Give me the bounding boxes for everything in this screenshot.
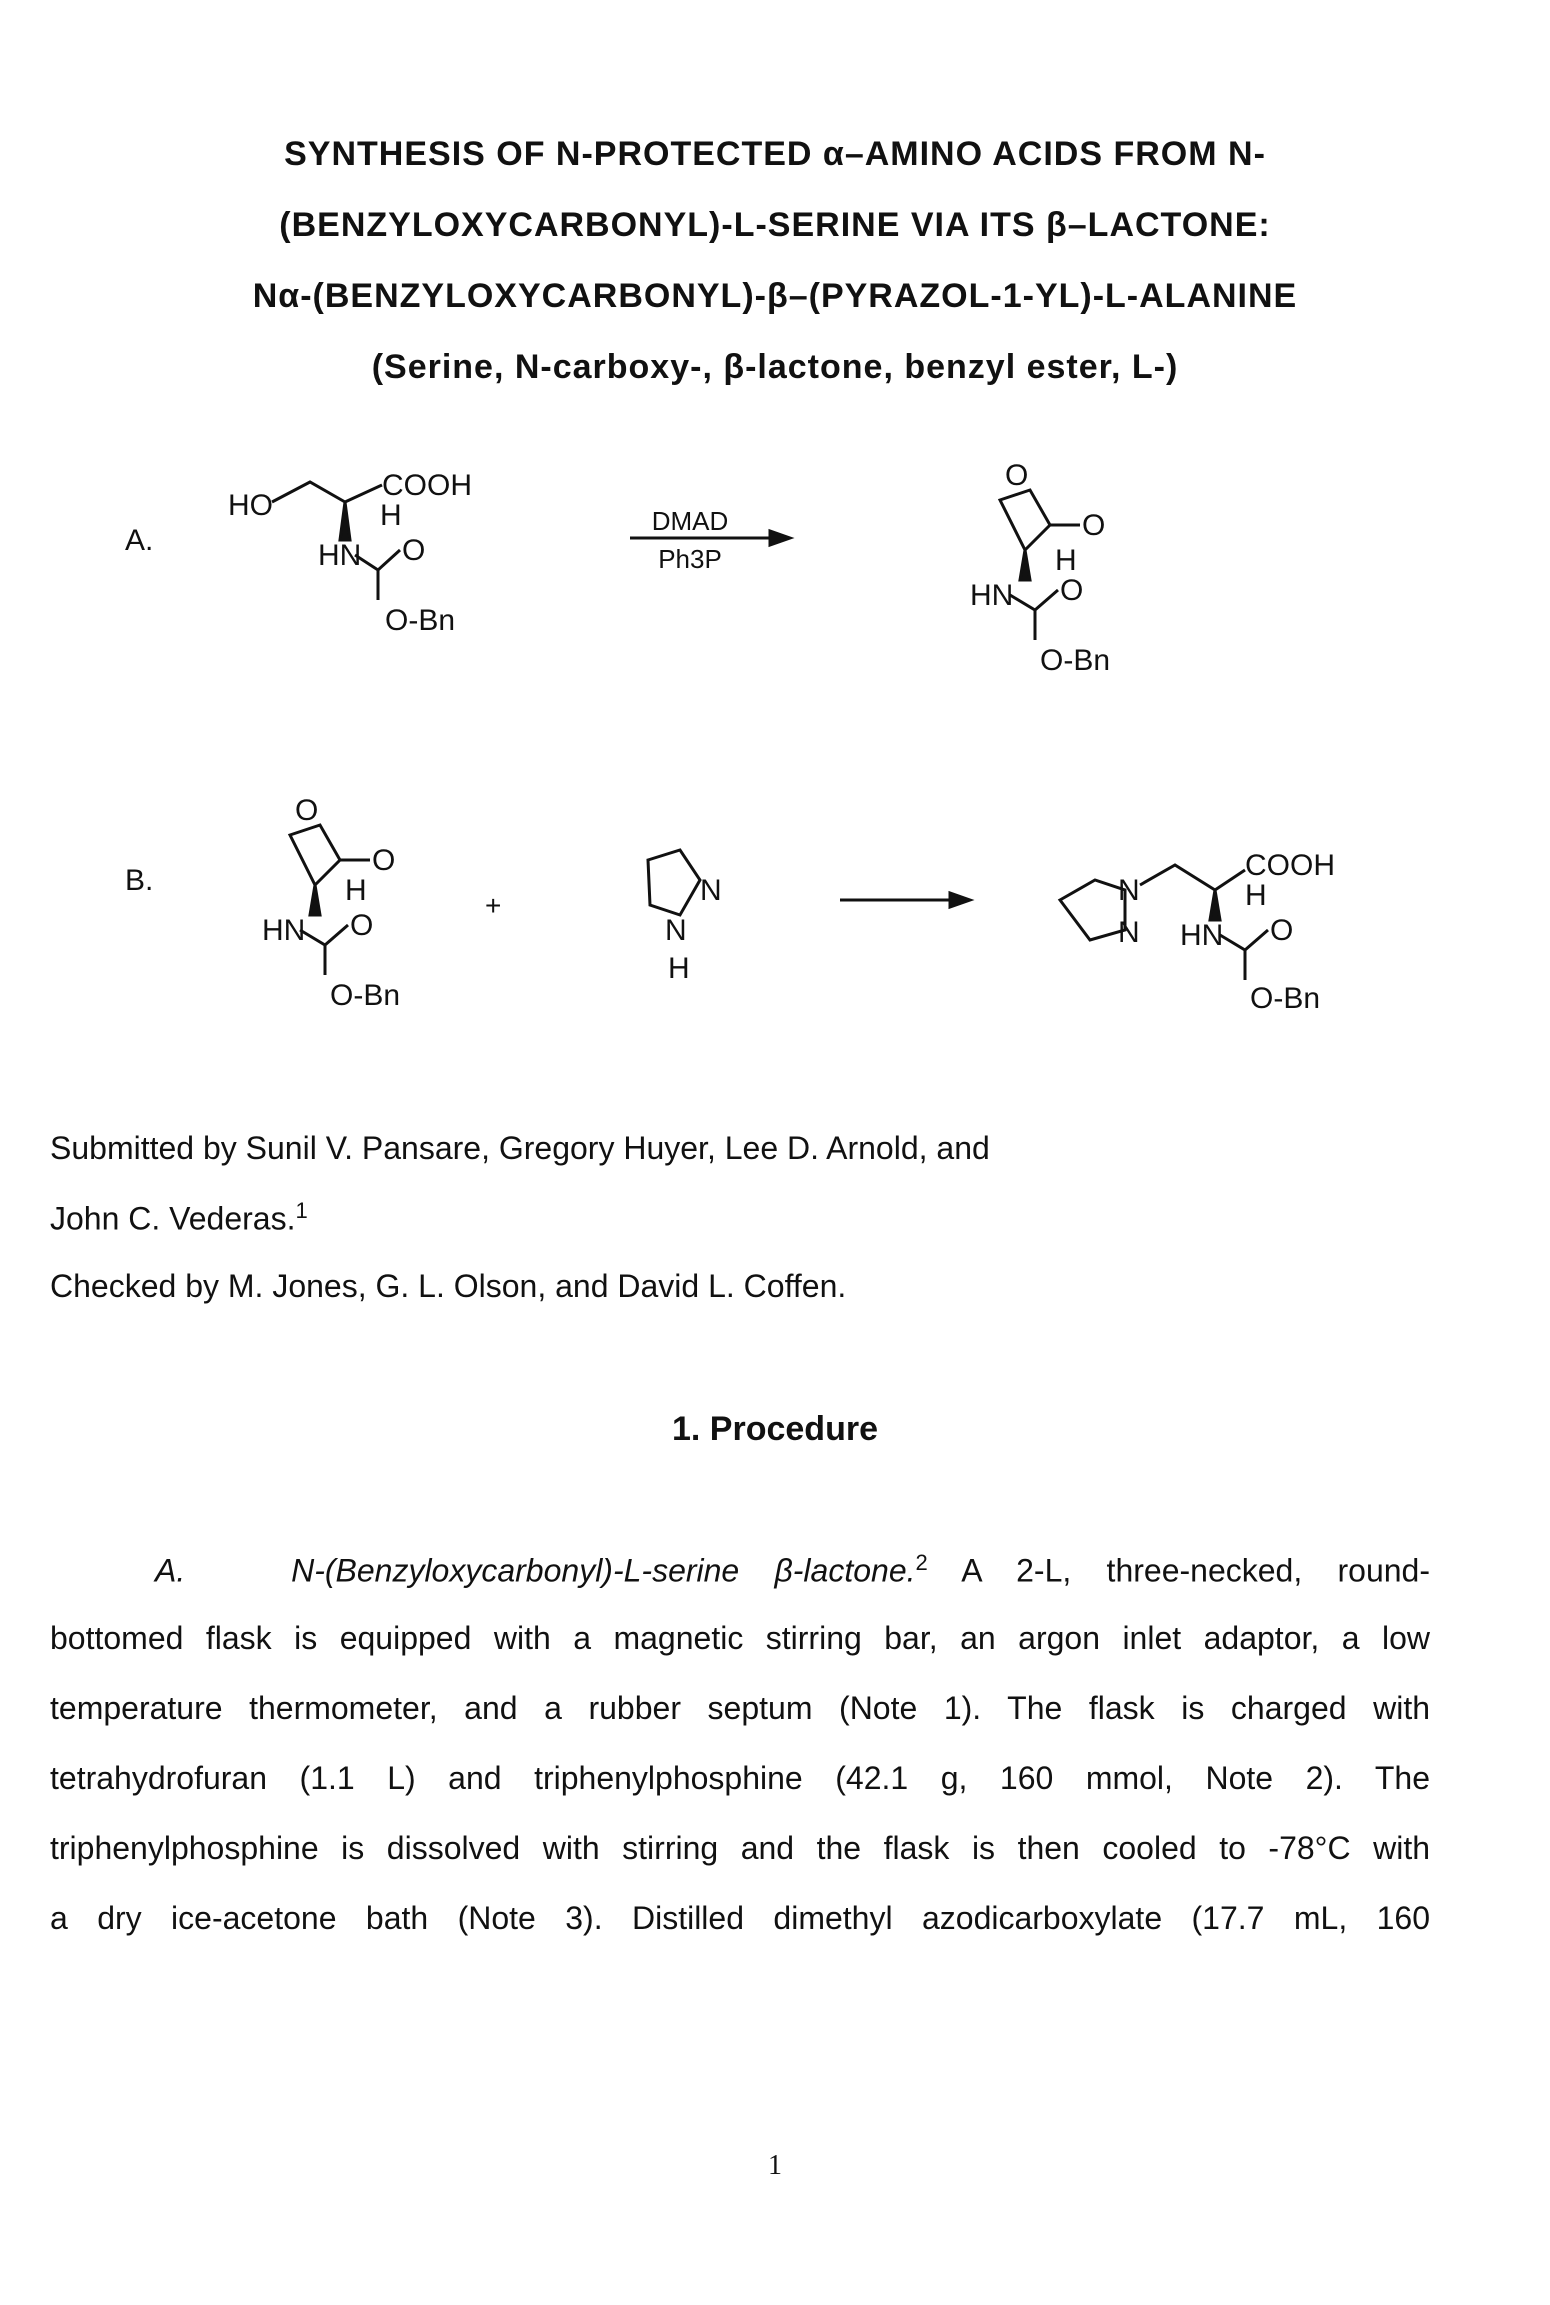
reagent-dmad: DMAD [651, 506, 729, 536]
serine-h: H [380, 499, 402, 532]
page-number: 1 [768, 2150, 782, 2181]
reaction-arrowhead-b [950, 893, 970, 907]
procedure-step-ref: 2 [915, 1550, 928, 1575]
serine-carbamate-bond [355, 550, 400, 570]
lactone-b-wedge [310, 885, 320, 915]
pyrazole-ring [648, 850, 700, 915]
submitted-by-line-2 [50, 1198, 308, 1238]
procedure-step-label: A. [155, 1552, 186, 1589]
pyrazole-n2: N [700, 874, 722, 907]
product-cooh-bond [1215, 870, 1245, 890]
serine-cooh-bond [345, 485, 382, 502]
product-pyrazole-ring [1060, 880, 1125, 940]
reaction-arrowhead-a [770, 531, 790, 545]
lactone-a-carbamate-o: O [1060, 574, 1084, 607]
lactone-a-carbonyl-o: O [1082, 509, 1106, 542]
product-hn: HN [1180, 919, 1224, 952]
pyrazole-n1: N [665, 914, 687, 947]
submitted-by-name: John C. Vederas. [50, 1200, 296, 1237]
pyrazole-h: H [668, 952, 690, 985]
lactone-a-hn: HN [970, 579, 1014, 612]
serine-carbonyl-o: O [402, 534, 426, 567]
serine-chain-bond [272, 482, 345, 502]
procedure-line-2: bottomed flask is equipped with a magnetic stirring bar, an argon inlet adaptor, a low [50, 1620, 1430, 1656]
serine-hn: HN [318, 539, 362, 572]
lactone-a-h: H [1055, 544, 1077, 577]
title-line-1: SYNTHESIS OF N-PROTECTED α–AMINO ACIDS FROM N- [284, 135, 1266, 173]
lactone-b-h: H [345, 874, 367, 907]
product-cooh: COOH [1245, 849, 1335, 882]
product-h: H [1245, 879, 1267, 912]
product-n2: N [1118, 916, 1140, 949]
title-line-4: (Serine, N-carboxy-, β-lactone, benzyl ester, L-) [371, 348, 1179, 386]
lactone-b-hn: HN [262, 914, 306, 947]
procedure-line-1 [50, 1550, 1430, 1590]
lactone-b-carbamate-o: O [350, 909, 374, 942]
serine-obn: O-Bn [385, 604, 456, 637]
lactone-a-wedge [1020, 550, 1030, 580]
lactone-b-carbonyl-o: O [372, 844, 396, 877]
checked-by-line: Checked by M. Jones, G. L. Olson, and David L. Coffen. [50, 1268, 847, 1304]
procedure-heading: 1. Procedure [672, 1410, 878, 1448]
product-carbamate-o: O [1270, 914, 1294, 947]
lactone-b-ring [290, 825, 340, 885]
title-line-2: (BENZYLOXYCARBONYL)-L-SERINE VIA ITS β–LACTONE: [279, 206, 1271, 244]
lactone-a-ring-o: O [1005, 459, 1029, 492]
product-obn: O-Bn [1250, 982, 1321, 1015]
procedure-step-title: N-(Benzyloxycarbonyl)-L-serine β-lactone. [291, 1552, 916, 1589]
title-line-3: Nα-(BENZYLOXYCARBONYL)-β–(PYRAZOL-1-YL)-L-ALANINE [252, 277, 1298, 315]
scheme-label-b: B. [125, 864, 154, 897]
procedure-line-4: tetrahydrofuran (1.1 L) and triphenylphosphine (42.1 g, 160 mmol, Note 2). The [50, 1760, 1430, 1796]
product-n1: N [1118, 874, 1140, 907]
submitted-by-line-1: Submitted by Sunil V. Pansare, Gregory Huyer, Lee D. Arnold, and [50, 1130, 990, 1166]
scheme-label-a: A. [125, 524, 154, 557]
serine-cooh: COOH [382, 469, 472, 502]
procedure-line-6: a dry ice-acetone bath (Note 3). Distilled dimethyl azodicarboxylate (17.7 mL, 160 [50, 1900, 1430, 1936]
plus-sign: + [485, 890, 502, 921]
product-carbamate-bond [1220, 930, 1268, 950]
serine-wedge-bond [340, 502, 350, 540]
reagent-ph3p: Ph3P [658, 544, 722, 574]
lactone-a-ring [1000, 490, 1050, 550]
product-chain-bond [1140, 865, 1215, 890]
procedure-line-3: temperature thermometer, and a rubber septum (Note 1). The flask is charged with [50, 1690, 1430, 1726]
lactone-b-ring-o: O [295, 794, 319, 827]
serine-ho: HO [228, 489, 273, 522]
procedure-line-5: triphenylphosphine is dissolved with stirring and the flask is then cooled to -78°C with [50, 1830, 1430, 1866]
submitted-by-ref: 1 [295, 1198, 308, 1223]
lactone-b-obn: O-Bn [330, 979, 401, 1012]
lactone-a-obn: O-Bn [1040, 644, 1111, 677]
lactone-b-carbamate-bond [300, 925, 348, 945]
product-wedge [1210, 890, 1220, 920]
reaction-scheme [0, 430, 1550, 1050]
lactone-a-carbamate-bond [1010, 590, 1058, 610]
procedure-line-1-text: A 2-L, three-necked, round- [961, 1552, 1431, 1589]
